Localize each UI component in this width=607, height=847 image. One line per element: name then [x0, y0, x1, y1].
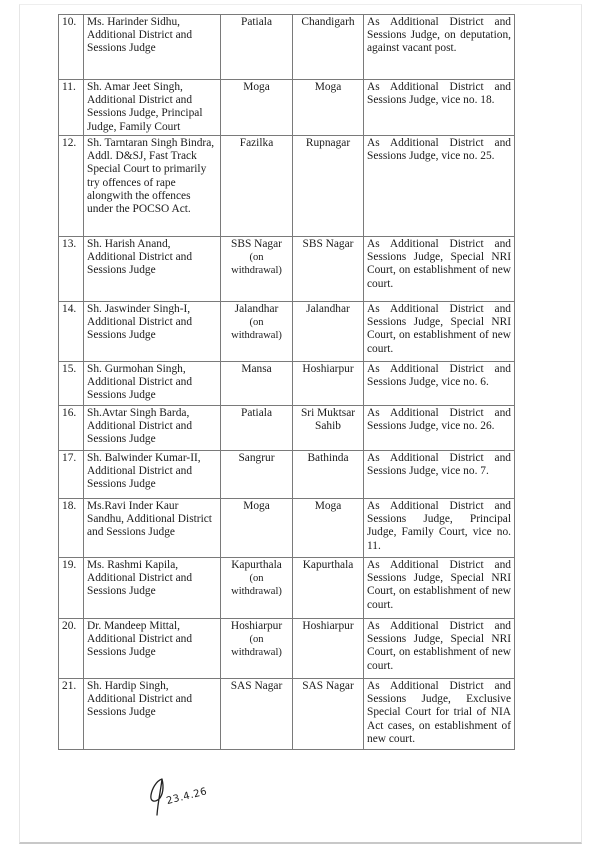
officer-name: Ms. Rashmi Kapila, Additional District and Sessions Judge — [87, 559, 193, 598]
serial-number: 18. — [62, 500, 77, 512]
table-row — [59, 499, 515, 558]
posted-to-cell — [293, 679, 364, 750]
serial-number: 10. — [62, 16, 77, 28]
serial-number-cell — [59, 619, 84, 679]
posted-to: Bathinda — [307, 452, 349, 464]
officer-name: Ms. Harinder Sidhu, Additional District and Sessions Judge — [87, 16, 193, 55]
posted-from-cell — [221, 406, 293, 451]
posted-from-cell — [221, 679, 293, 750]
posting-details-cell — [364, 451, 515, 499]
withdrawal-note: (on withdrawal) — [231, 252, 282, 276]
signature-date: 23.4.26 — [165, 786, 209, 807]
posted-to-cell — [293, 237, 364, 302]
posted-from: Fazilka — [239, 137, 274, 149]
serial-number-cell — [59, 499, 84, 558]
posting-details-cell — [364, 302, 515, 362]
serial-number-cell — [59, 237, 84, 302]
table-body — [59, 15, 515, 750]
posting-details: As Additional District and Sessions Judge, vice no. 6. — [367, 363, 511, 389]
posting-details: As Additional District and Sessions Judge, Principal Judge, Family Court, vice no. 11. — [367, 500, 511, 552]
posting-details-cell — [364, 136, 515, 237]
serial-number-cell — [59, 136, 84, 237]
posting-details: As Additional District and Sessions Judge, Special NRI Court, on establishment of new court. — [367, 559, 511, 611]
posting-details-cell — [364, 499, 515, 558]
posted-from: Patiala — [241, 407, 272, 419]
posted-to: Moga — [314, 81, 342, 93]
table-row — [59, 15, 515, 80]
posted-from: Moga — [243, 81, 270, 93]
posting-details: As Additional District and Sessions Judge, Special NRI Court, on establishment of new court. — [367, 303, 511, 355]
posting-details: As Additional District and Sessions Judge, Special NRI Court, on establishment of new court. — [367, 238, 511, 290]
posted-from: Jalandhar — [234, 303, 279, 315]
posting-details-cell — [364, 15, 515, 80]
posted-from: Patiala — [241, 16, 272, 28]
serial-number: 20. — [62, 620, 77, 632]
posted-from: SBS Nagar — [231, 238, 282, 250]
officer-name-cell — [84, 558, 221, 619]
serial-number: 17. — [62, 452, 77, 464]
posted-from-cell — [221, 499, 293, 558]
posting-details-cell — [364, 406, 515, 451]
posting-details-cell — [364, 362, 515, 406]
officer-name: Sh. Hardip Singh, Additional District and Sessions Judge — [87, 680, 193, 719]
officer-name: Sh. Gurmohan Singh, Additional District and Sessions Judge — [87, 363, 193, 402]
serial-number: 11. — [62, 81, 76, 93]
posting-details-cell — [364, 558, 515, 619]
serial-number: 14. — [62, 303, 77, 315]
posted-to-cell — [293, 558, 364, 619]
table-row — [59, 619, 515, 679]
posted-from-cell — [221, 237, 293, 302]
posting-details: As Additional District and Sessions Judge, Exclusive Special Court for trial of NIA Act cases, on establishment of new court. — [367, 680, 511, 745]
officer-name: Sh.Avtar Singh Barda, Additional District and Sessions Judge — [87, 407, 193, 446]
serial-number: 15. — [62, 363, 77, 375]
posted-from-cell — [221, 80, 293, 136]
table-row — [59, 679, 515, 750]
serial-number-cell — [59, 558, 84, 619]
withdrawal-note: (on withdrawal) — [231, 573, 282, 597]
serial-number: 19. — [62, 559, 77, 571]
posted-from-cell — [221, 451, 293, 499]
posted-from: Mansa — [241, 363, 272, 375]
posted-to-cell — [293, 499, 364, 558]
serial-number-cell — [59, 406, 84, 451]
posted-to-cell — [293, 136, 364, 237]
table-row — [59, 136, 515, 237]
posted-to-cell — [293, 451, 364, 499]
officer-name-cell — [84, 15, 221, 80]
posted-to: SBS Nagar — [302, 238, 354, 250]
officer-name-cell — [84, 302, 221, 362]
table-row — [59, 237, 515, 302]
posted-to: Sri Muktsar Sahib — [300, 407, 356, 433]
officer-name: Sh. Jaswinder Singh-I, Additional District and Sessions Judge — [87, 303, 193, 342]
officer-name: Sh. Tarntaran Singh Bindra, Addl. D&SJ, Fast Track Special Court to primarily try offences of rape alongwith the offences under the POCSO Act. — [87, 137, 215, 216]
posted-from: Sangrur — [238, 452, 275, 464]
posted-to: Hoshiarpur — [302, 620, 354, 632]
table-row — [59, 80, 515, 136]
posted-from-cell — [221, 302, 293, 362]
posted-to-cell — [293, 362, 364, 406]
posted-from: Kapurthala — [231, 559, 282, 571]
officer-name-cell — [84, 136, 221, 237]
posted-to-cell — [293, 302, 364, 362]
posting-details: As Additional District and Sessions Judge, on deputation, against vacant post. — [367, 16, 511, 55]
serial-number: 13. — [62, 238, 77, 250]
posted-from-cell — [221, 362, 293, 406]
withdrawal-note: (on withdrawal) — [231, 317, 282, 341]
posted-to: Rupnagar — [305, 137, 351, 149]
officer-name: Ms.Ravi Inder Kaur Sandhu, Additional District and Sessions Judge — [87, 500, 212, 539]
serial-number-cell — [59, 451, 84, 499]
officer-name-cell — [84, 80, 221, 136]
posted-to-cell — [293, 80, 364, 136]
posting-details-cell — [364, 80, 515, 136]
posting-details: As Additional District and Sessions Judge, vice no. 7. — [367, 452, 511, 478]
posted-to: Chandigarh — [301, 16, 355, 28]
serial-number-cell — [59, 80, 84, 136]
posting-details: As Additional District and Sessions Judge, Special NRI Court, on establishment of new court. — [367, 620, 511, 672]
posted-to: Moga — [314, 500, 342, 512]
withdrawal-note: (on withdrawal) — [231, 634, 282, 658]
serial-number: 16. — [62, 407, 77, 419]
officer-name-cell — [84, 362, 221, 406]
table-row — [59, 558, 515, 619]
posted-to: Hoshiarpur — [302, 363, 354, 375]
posted-from-cell — [221, 619, 293, 679]
serial-number: 12. — [62, 137, 77, 149]
posted-to-cell — [293, 406, 364, 451]
serial-number-cell — [59, 302, 84, 362]
officer-name-cell — [84, 406, 221, 451]
officer-name-cell — [84, 679, 221, 750]
posted-from-cell — [221, 15, 293, 80]
posted-from: Hoshiarpur — [230, 620, 283, 632]
officer-name-cell — [84, 499, 221, 558]
officer-name: Sh. Harish Anand, Additional District and Sessions Judge — [87, 238, 193, 277]
serial-number-cell — [59, 15, 84, 80]
posted-to-cell — [293, 619, 364, 679]
posting-details: As Additional District and Sessions Judge, vice no. 25. — [367, 137, 511, 163]
table-row — [59, 406, 515, 451]
posting-details-cell — [364, 237, 515, 302]
table-row — [59, 302, 515, 362]
posted-to: Kapurthala — [302, 559, 354, 571]
serial-number: 21. — [62, 680, 77, 692]
officer-name-cell — [84, 451, 221, 499]
posting-details-cell — [364, 679, 515, 750]
posted-from: SAS Nagar — [230, 680, 283, 692]
posting-details-cell — [364, 619, 515, 679]
officer-name-cell — [84, 237, 221, 302]
posted-from: Moga — [243, 500, 270, 512]
serial-number-cell — [59, 679, 84, 750]
posting-details: As Additional District and Sessions Judge, vice no. 18. — [367, 81, 511, 107]
posted-to: Jalandhar — [306, 303, 350, 315]
posted-to: SAS Nagar — [302, 680, 354, 692]
posted-from-cell — [221, 136, 293, 237]
posted-from-cell — [221, 558, 293, 619]
table-row — [59, 362, 515, 406]
posting-details: As Additional District and Sessions Judge, vice no. 26. — [367, 407, 511, 433]
table-row — [59, 451, 515, 499]
officer-name-cell — [84, 619, 221, 679]
officer-name: Sh. Balwinder Kumar-II, Additional District and Sessions Judge — [87, 452, 201, 491]
posted-to-cell — [293, 15, 364, 80]
officer-name: Dr. Mandeep Mittal, Additional District and Sessions Judge — [87, 620, 193, 659]
officer-name: Sh. Amar Jeet Singh, Additional District and Sessions Judge, Principal Judge, Family Court — [87, 81, 203, 133]
transfer-orders-table — [58, 14, 515, 750]
serial-number-cell — [59, 362, 84, 406]
